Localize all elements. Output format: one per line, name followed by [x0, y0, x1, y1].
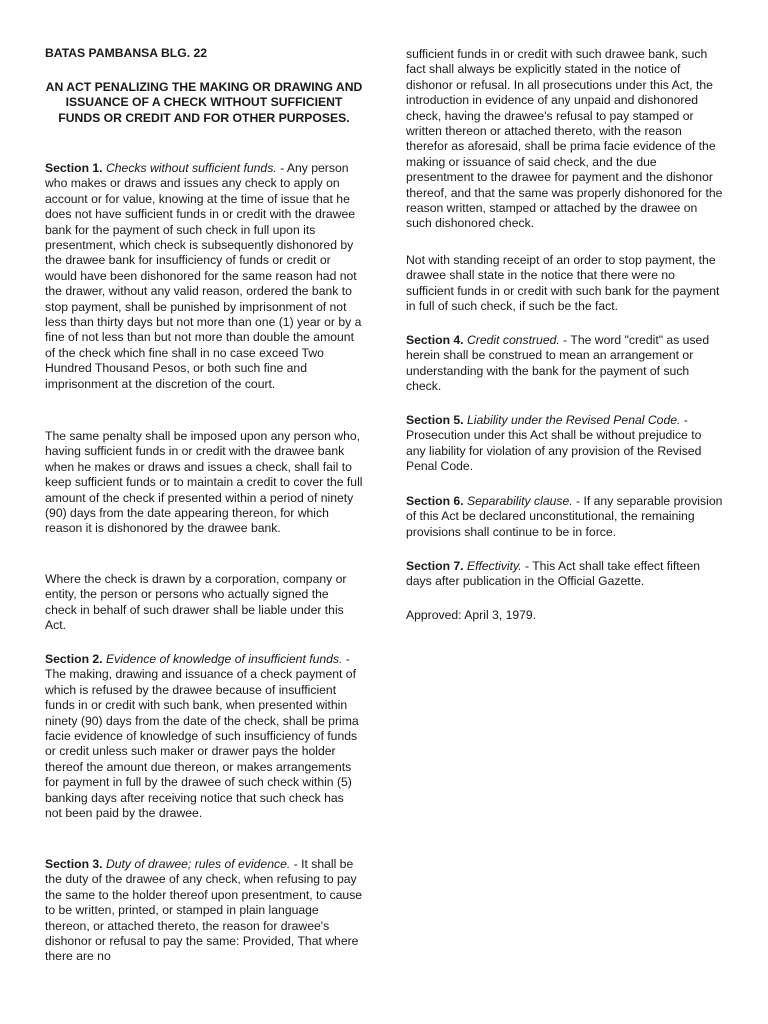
section-7-body: - This Act shall take effect fifteen days after publication in the Official Gazette. — [406, 559, 700, 589]
section-5-number: Section 5. — [406, 413, 464, 427]
section-5 — [406, 413, 724, 475]
section-3-title: Duty of drawee; rules of evidence. — [105, 857, 291, 871]
act-subtitle: AN ACT PENALIZING THE MAKING OR DRAWING AND ISSUANCE OF A CHECK WITHOUT SUFFICIENT FUNDS OR CREDIT AND FOR OTHER PURPOSES. — [45, 80, 363, 125]
section-1-title: Checks without sufficient funds. — [105, 161, 277, 175]
section-7-title: Effectivity. — [466, 559, 522, 573]
section-6-number: Section 6. — [406, 494, 464, 508]
section-3-number: Section 3. — [45, 857, 103, 871]
section-4-body: - The word "credit" as used herein shall be construed to mean an arrangement or understanding with the bank for the payment of such check. — [406, 333, 710, 394]
section-1-body: - Any person who makes or draws and issues any check to apply on account or for value, knowing at the time of issue that he does not have sufficient funds in or credit with the drawee bank for the payment of such check in full upon its presentment, which check is subsequently dishonored by the drawee bank for insufficiency of funds or credit or would have been dishonored for the same reason had not the drawer, without any valid reason, ordered the bank to stop payment, shall be punished by imprisonment of not less than thirty days but not more than one (1) year or by a fine of not less than but not more than double the amount of the check which fine shall in no case exceed Two Hundred Thousand Pesos, or both such fine and imprisonment at the discretion of the court. — [45, 161, 362, 391]
section-4-number: Section 4. — [406, 333, 464, 347]
section-6 — [406, 494, 724, 540]
section-1-paragraph-2: The same penalty shall be imposed upon any person who, having sufficient funds in or credit with the drawee bank when he makes or draws and issues a check, shall fail to keep sufficient funds or to maintain a credit to cover the full amount of the check if presented within a period of ninety (90) days from the date appearing thereon, for which reason it is dishonored by the drawee bank. — [45, 429, 363, 536]
section-4 — [406, 333, 724, 395]
section-4-title: Credit construed. — [466, 333, 560, 347]
approval-date: Approved: April 3, 1979. — [406, 608, 537, 622]
section-1-paragraph-3: Where the check is drawn by a corporation, company or entity, the person or persons who actually signed the check in behalf of such drawer shall be liable under this Act. — [45, 572, 347, 633]
section-3-paragraph-2: Not with standing receipt of an order to stop payment, the drawee shall state in the notice that there were no sufficient funds in or credit with such bank for the payment in full of such check, if such be the fact. — [406, 253, 720, 314]
act-title: BATAS PAMBANSA BLG. 22 — [45, 46, 208, 60]
section-7-number: Section 7. — [406, 559, 464, 573]
section-2-title: Evidence of knowledge of insufficient funds. — [105, 652, 343, 666]
section-1 — [45, 161, 363, 392]
section-6-title: Separability clause. — [466, 494, 573, 508]
section-2-body: - The making, drawing and issuance of a check payment of which is refused by the drawee because of insufficient funds in or credit with such bank, when presented within ninety (90) days from the date of the check, shall be prima facie evidence of knowledge of such insufficiency of funds or credit unless such maker or drawer pays the holder thereof the amount due thereon, or makes arrangements for payment in full by the drawee of such check within (5) banking days after receiving notice that such check has not been paid by the drawee. — [45, 652, 359, 821]
section-6-body: - If any separable provision of this Act be declared unconstitutional, the remaining provisions shall continue to be in force. — [406, 494, 723, 539]
section-3 — [45, 857, 363, 965]
section-2-number: Section 2. — [45, 652, 103, 666]
section-3-body-left: - It shall be the duty of the drawee of any check, when refusing to pay the same to the holder thereof upon presentment, to cause to be written, printed, or stamped in plain language thereon, or attached thereto, the reason for drawee's dishonor or refusal to pay the same: Provided, That where there are no — [45, 857, 363, 964]
section-3-continued: sufficient funds in or credit with such drawee bank, such fact shall always be explicitly stated in the notice of dishonor or refusal. In all prosecutions under this Act, the introduction in evidence of any unpaid and dishonored check, having the drawee's refusal to pay stamped or written thereon or attached thereto, with the reason therefor as aforesaid, shall be prima facie evidence of the making or issuance of said check, and the due presentment to the drawee for payment and the dishonor thereof, and that the same was properly dishonored for the reason written, stamped or attached by the drawee on such dishonored check. — [406, 47, 723, 231]
section-2 — [45, 652, 363, 821]
section-1-number: Section 1. — [45, 161, 103, 175]
section-7 — [406, 559, 724, 590]
section-5-title: Liability under the Revised Penal Code. — [466, 413, 681, 427]
section-5-body: - Prosecution under this Act shall be without prejudice to any liability for violation of any provision of the Revised Penal Code. — [406, 413, 702, 474]
